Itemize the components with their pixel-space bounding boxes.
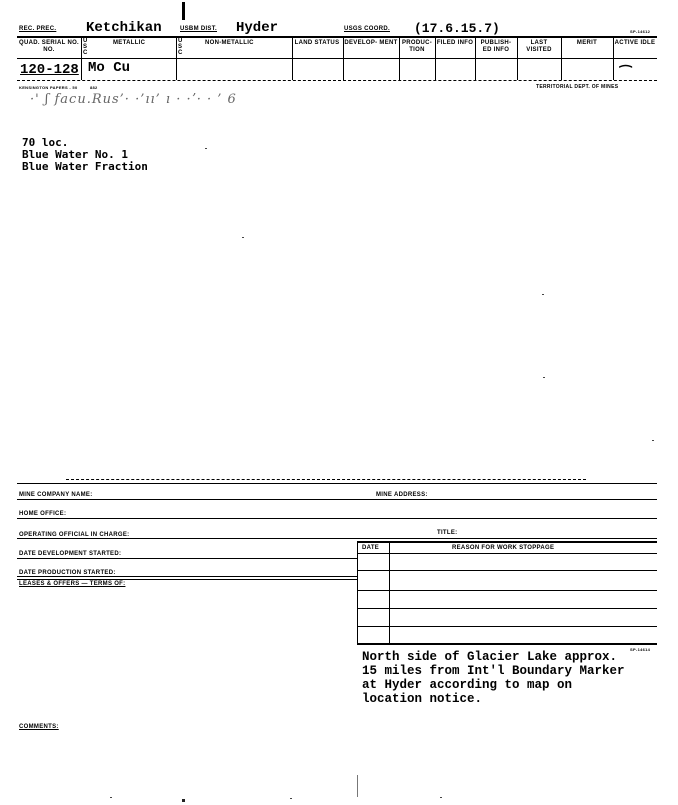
usgs-coord-value: (17.6.15.7): [414, 21, 500, 36]
location-notes: [362, 650, 625, 706]
col-divider: [292, 36, 293, 80]
usgs-coord-label: USGS COORD.: [344, 26, 390, 32]
usbm-dist-value: Hyder: [236, 20, 279, 36]
stoppage-row-rule: [357, 570, 657, 571]
record-active-idle: ⁀: [620, 67, 632, 83]
operating-official-rule: [17, 538, 657, 539]
stoppage-bottom-rule: [357, 643, 657, 645]
scan-speck: [290, 798, 292, 799]
col-divider: [561, 36, 562, 80]
col-divider: [399, 36, 400, 80]
stoppage-reason-label: REASON FOR WORK STOPPAGE: [452, 545, 555, 551]
date-production-started-label: DATE PRODUCTION STARTED:: [19, 570, 116, 576]
scan-speck: [542, 294, 544, 295]
comments-label: COMMENTS:: [19, 724, 59, 730]
printer-imprint: KENSINGTON PAPERS - 50: [19, 85, 78, 90]
lower-form-top-dashed-rule: [66, 479, 586, 480]
stoppage-date-label: DATE: [362, 545, 380, 551]
col-divider: [435, 36, 436, 80]
leases-offers-label: LEASES & OFFERS — TERMS OF:: [19, 581, 126, 587]
record-bottom-rule: [17, 80, 657, 81]
department-imprint: TERRITORIAL DEPT. OF MINES: [536, 84, 619, 90]
record-metallic: Mo Cu: [88, 60, 131, 76]
col-production: PRODUC- TION: [401, 40, 433, 53]
claims-count: 70 loc.: [22, 136, 69, 149]
stoppage-date-divider: [389, 541, 390, 645]
scan-speck: [543, 377, 545, 378]
scan-speck: [110, 797, 112, 798]
location-form-code: SP-14614: [630, 647, 651, 652]
rec-prec-label: REC. PREC.: [19, 26, 57, 32]
mine-address-label: MINE ADDRESS:: [376, 492, 428, 498]
stoppage-row-rule: [357, 626, 657, 627]
location-line-1: North side of Glacier Lake approx.: [362, 650, 618, 664]
date-development-rule: [17, 558, 357, 559]
col-metallic: METALLIC: [113, 40, 146, 46]
claim-name-2: Blue Water Fraction: [22, 160, 148, 173]
bottom-margin-mark: [357, 775, 358, 797]
scan-speck: [440, 797, 442, 798]
stoppage-top-rule: [357, 541, 657, 543]
col-published-info: PUBLISH- ED INFO: [480, 40, 512, 53]
col-divider: [517, 36, 518, 80]
top-binding-mark: [182, 2, 185, 20]
col-usc-metal: U S C: [83, 38, 88, 56]
col-active-idle: ACTIVE IDLE: [614, 40, 656, 46]
handwritten-note: ·' ʃ facu.Rus’· ·’ıı’ ı · ·ʼ· · ’ 6: [30, 92, 237, 107]
mine-company-rule: [17, 499, 657, 500]
stoppage-left-border: [357, 541, 358, 645]
col-development: DEVELOP- MENT: [344, 40, 398, 46]
col-last-visited: LAST VISITED: [526, 40, 552, 53]
col-filed-info: FILED INFO: [436, 40, 474, 46]
col-divider: [475, 36, 476, 80]
mine-company-name-label: MINE COMPANY NAME:: [19, 492, 93, 498]
col-usc-nonmetal: U S C: [178, 38, 183, 56]
col-divider: [343, 36, 344, 80]
location-line-4: location notice.: [362, 692, 483, 706]
col-divider: [176, 36, 177, 80]
claims-body: [22, 137, 148, 173]
claim-name-1: Blue Water No. 1: [22, 148, 128, 161]
stoppage-row-rule: [357, 608, 657, 609]
col-non-metallic: NON-METALLIC: [205, 40, 254, 46]
usbm-dist-label: USBM DIST.: [180, 26, 218, 32]
lower-form-top-rule: [17, 483, 657, 484]
col-divider: [613, 36, 614, 80]
rec-prec-value: Ketchikan: [86, 20, 162, 36]
title-label: TITLE:: [437, 530, 458, 536]
home-office-rule: [17, 518, 657, 519]
col-divider: [81, 36, 82, 80]
stoppage-header-rule: [357, 553, 657, 554]
date-production-rule: [17, 576, 357, 577]
home-office-label: HOME OFFICE:: [19, 511, 67, 517]
scan-speck: [242, 237, 244, 238]
col-quad-serial: QUAD. SERIAL NO. NO.: [18, 40, 80, 53]
record-quad-no: 120-128: [20, 62, 79, 78]
operating-official-label: OPERATING OFFICIAL IN CHARGE:: [19, 532, 130, 538]
stoppage-row-rule: [357, 590, 657, 591]
scan-speck: [652, 440, 654, 441]
date-development-started-label: DATE DEVELOPMENT STARTED:: [19, 551, 122, 557]
scan-speck: [182, 799, 185, 802]
location-line-2: 15 miles from Int'l Boundary Marker: [362, 664, 625, 678]
leases-top-rule: [17, 579, 357, 580]
form-code: SP-14612: [630, 29, 651, 34]
printer-code: 882: [90, 85, 98, 90]
location-line-3: at Hyder according to map on: [362, 678, 573, 692]
scan-speck: [205, 148, 207, 149]
col-land-status: LAND STATUS: [294, 40, 340, 46]
col-merit: MERIT: [576, 40, 598, 46]
